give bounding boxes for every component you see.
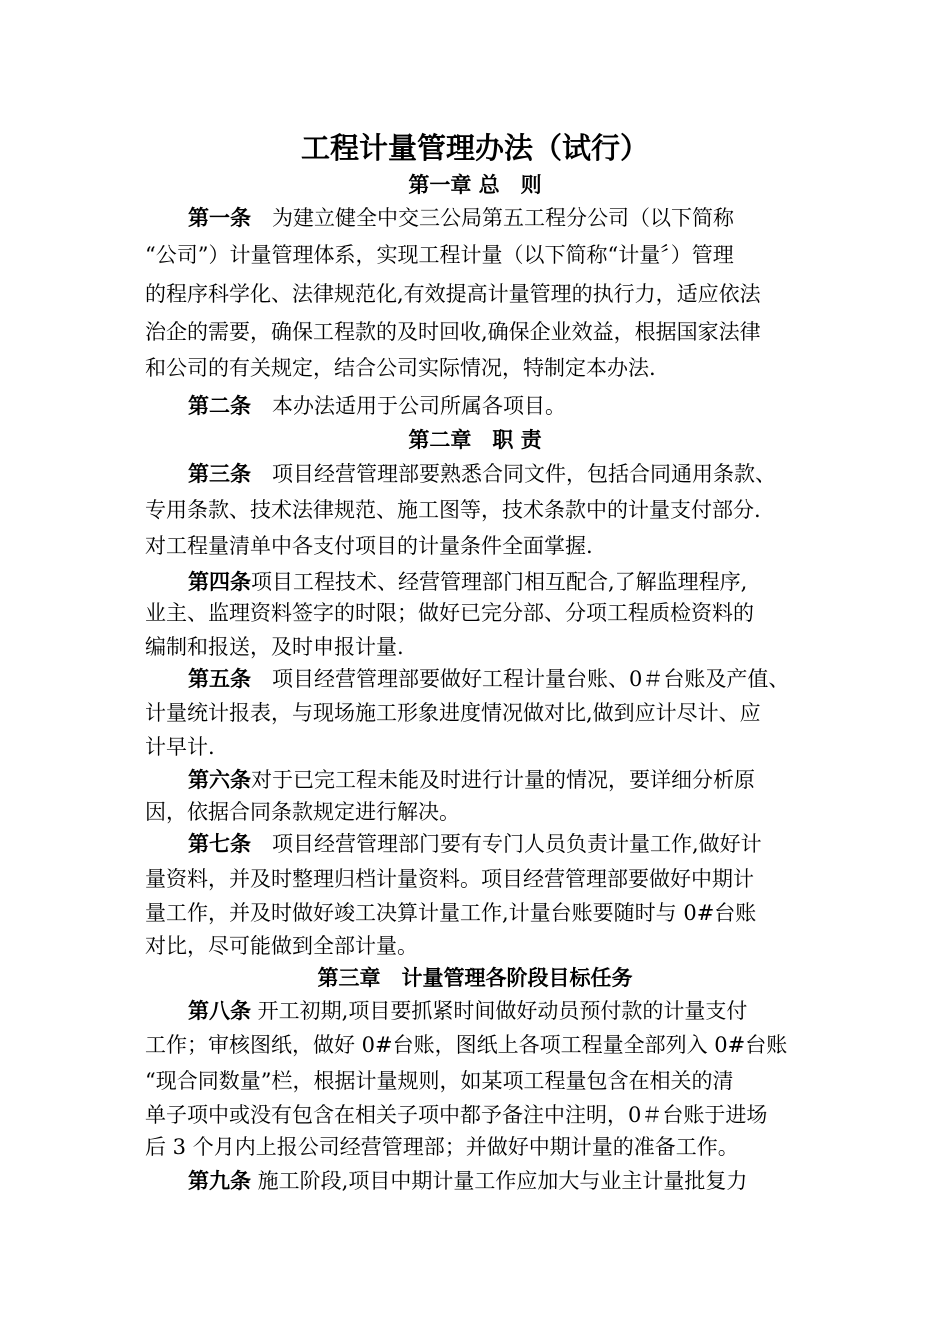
article-6-label: 第六条 — [188, 767, 251, 792]
article-6-line-2: 因，依据合同条款规定进行解决。 — [145, 800, 460, 824]
article-3-label: 第三条 — [188, 461, 251, 486]
chapter-1-heading: 第一章 总 则 — [408, 172, 542, 197]
article-7-line-4: 对比，尽可能做到全部计量。 — [145, 934, 418, 958]
article-3-line-3: 对工程量清单中各支付项目的计量条件全面掌握. — [145, 534, 593, 558]
article-3-line-1 — [188, 459, 825, 489]
article-1-line-4: 治企的需要，确保工程款的及时回收,确保企业效益，根据国家法律 — [145, 320, 761, 344]
article-8-line-1 — [188, 996, 825, 1026]
article-9-text: 施工阶段,项目中期计量工作应加大与业主计量批复力 — [251, 1169, 748, 1193]
chapter-3-heading: 第三章 计量管理各阶段目标任务 — [317, 965, 633, 990]
article-5-line-3: 计早计. — [145, 735, 215, 759]
article-6-text: 对于已完工程未能及时进行计量的情况，要详细分析原 — [251, 768, 755, 792]
article-8-text: 开工初期,项目要抓紧时间做好动员预付款的计量支付 — [251, 999, 748, 1023]
article-4-line-2: 业主、监理资料签字的时限；做好已完分部、分项工程质检资料的 — [145, 601, 754, 625]
article-8-line-5: 后 3 个月内上报公司经营管理部；并做好中期计量的准备工作。 — [145, 1135, 739, 1159]
article-4-line-3: 编制和报送，及时申报计量. — [145, 635, 404, 659]
article-2-text: 本办法适用于公司所属各项目。 — [251, 394, 566, 418]
article-4-label: 第四条 — [188, 569, 251, 594]
article-5-label: 第五条 — [188, 666, 251, 691]
article-1-line-5: 和公司的有关规定，结合公司实际情况，特制定本办法. — [145, 356, 656, 380]
article-4-text: 项目工程技术、经营管理部门相互配合,了解监理程序, — [251, 570, 748, 594]
article-7-label: 第七条 — [188, 831, 251, 856]
article-3-text: 项目经营管理部要熟悉合同文件，包括合同通用条款、 — [251, 462, 776, 486]
article-1-line-3: 的程序科学化、法律规范化,有效提高计量管理的执行力，适应依法 — [145, 282, 761, 306]
article-7-line-2: 量资料，并及时整理归档计量资料。项目经营管理部要做好中期计 — [145, 867, 754, 891]
article-5-line-1 — [188, 664, 825, 694]
article-6-line-1 — [188, 765, 825, 795]
article-1-line-1 — [188, 203, 825, 233]
chapter-2-heading: 第二章 职 责 — [408, 427, 542, 452]
article-1-text: 为建立健全中交三公局第五工程分公司（以下简称 — [251, 206, 734, 230]
article-8-line-2: 工作；审核图纸，做好 0#台账，图纸上各项工程量全部列入 0#台账 — [145, 1033, 788, 1057]
article-9-label: 第九条 — [188, 1168, 251, 1193]
article-2-label: 第二条 — [188, 393, 251, 418]
article-7-line-3: 量工作，并及时做好竣工决算计量工作,计量台账要随时与 0#台账 — [145, 901, 757, 925]
article-2-line-1 — [188, 391, 825, 421]
article-7-text: 项目经营管理部门要有专门人员负责计量工作,做好计 — [251, 832, 762, 856]
article-7-line-1 — [188, 829, 825, 859]
article-8-line-3: “现合同数量”栏，根据计量规则，如某项工程量包含在相关的清 — [145, 1069, 734, 1093]
article-1-label: 第一条 — [188, 205, 251, 230]
article-8-line-4: 单子项中或没有包含在相关子项中都予备注中注明，0＃台账于进场 — [145, 1103, 768, 1127]
document-title: 工程计量管理办法（试行） — [300, 131, 649, 165]
article-9-line-1 — [188, 1166, 825, 1196]
article-8-label: 第八条 — [188, 998, 251, 1023]
article-4-line-1 — [188, 567, 825, 597]
article-5-line-2: 计量统计报表，与现场施工形象进度情况做对比,做到应计尽计、应 — [145, 701, 761, 725]
article-5-text: 项目经营管理部要做好工程计量台账、0＃台账及产值、 — [251, 667, 790, 691]
article-1-line-2: “公司”）计量管理体系，实现工程计量（以下简称“计量〞）管理 — [145, 243, 734, 267]
article-3-line-2: 专用条款、技术法律规范、施工图等，技术条款中的计量支付部分. — [145, 498, 761, 522]
